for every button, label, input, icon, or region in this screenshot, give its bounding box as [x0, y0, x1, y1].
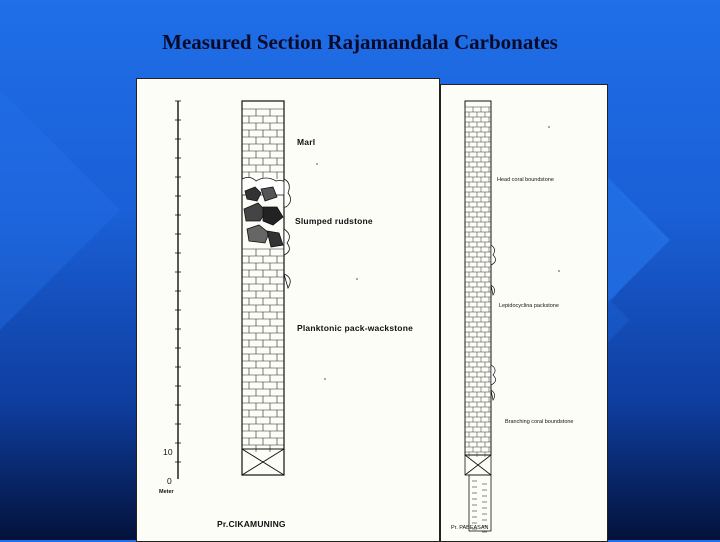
scale-tick-label: 10 [163, 447, 173, 457]
label-marl: Marl [297, 137, 316, 147]
slide-title: Measured Section Rajamandala Carbonates [162, 30, 558, 54]
label-branching-coral-boundstone: Branching coral boundstone [505, 419, 574, 425]
label-head-coral-boundstone: Head coral boundstone [497, 177, 554, 183]
column-drawing-cikamuning [137, 79, 439, 541]
section-name-cikamuning: Pr.CIKAMUNING [217, 519, 286, 529]
section-name-pabeasan: Pr. PABEASAN [451, 525, 489, 531]
scale-zero-label: 0 [167, 476, 172, 486]
scale-unit-label: Meter [159, 489, 174, 495]
section-panel-cikamuning [136, 78, 440, 542]
label-lepidocyclina-packstone: Lepidocyclina packstone [499, 303, 559, 309]
label-slumped-rudstone: Slumped rudstone [295, 216, 373, 226]
column-drawing-pabeasan [441, 85, 607, 541]
label-planktonic-pack-wackstone: Planktonic pack-wackstone [297, 323, 414, 333]
section-panel-pabeasan [440, 84, 608, 542]
